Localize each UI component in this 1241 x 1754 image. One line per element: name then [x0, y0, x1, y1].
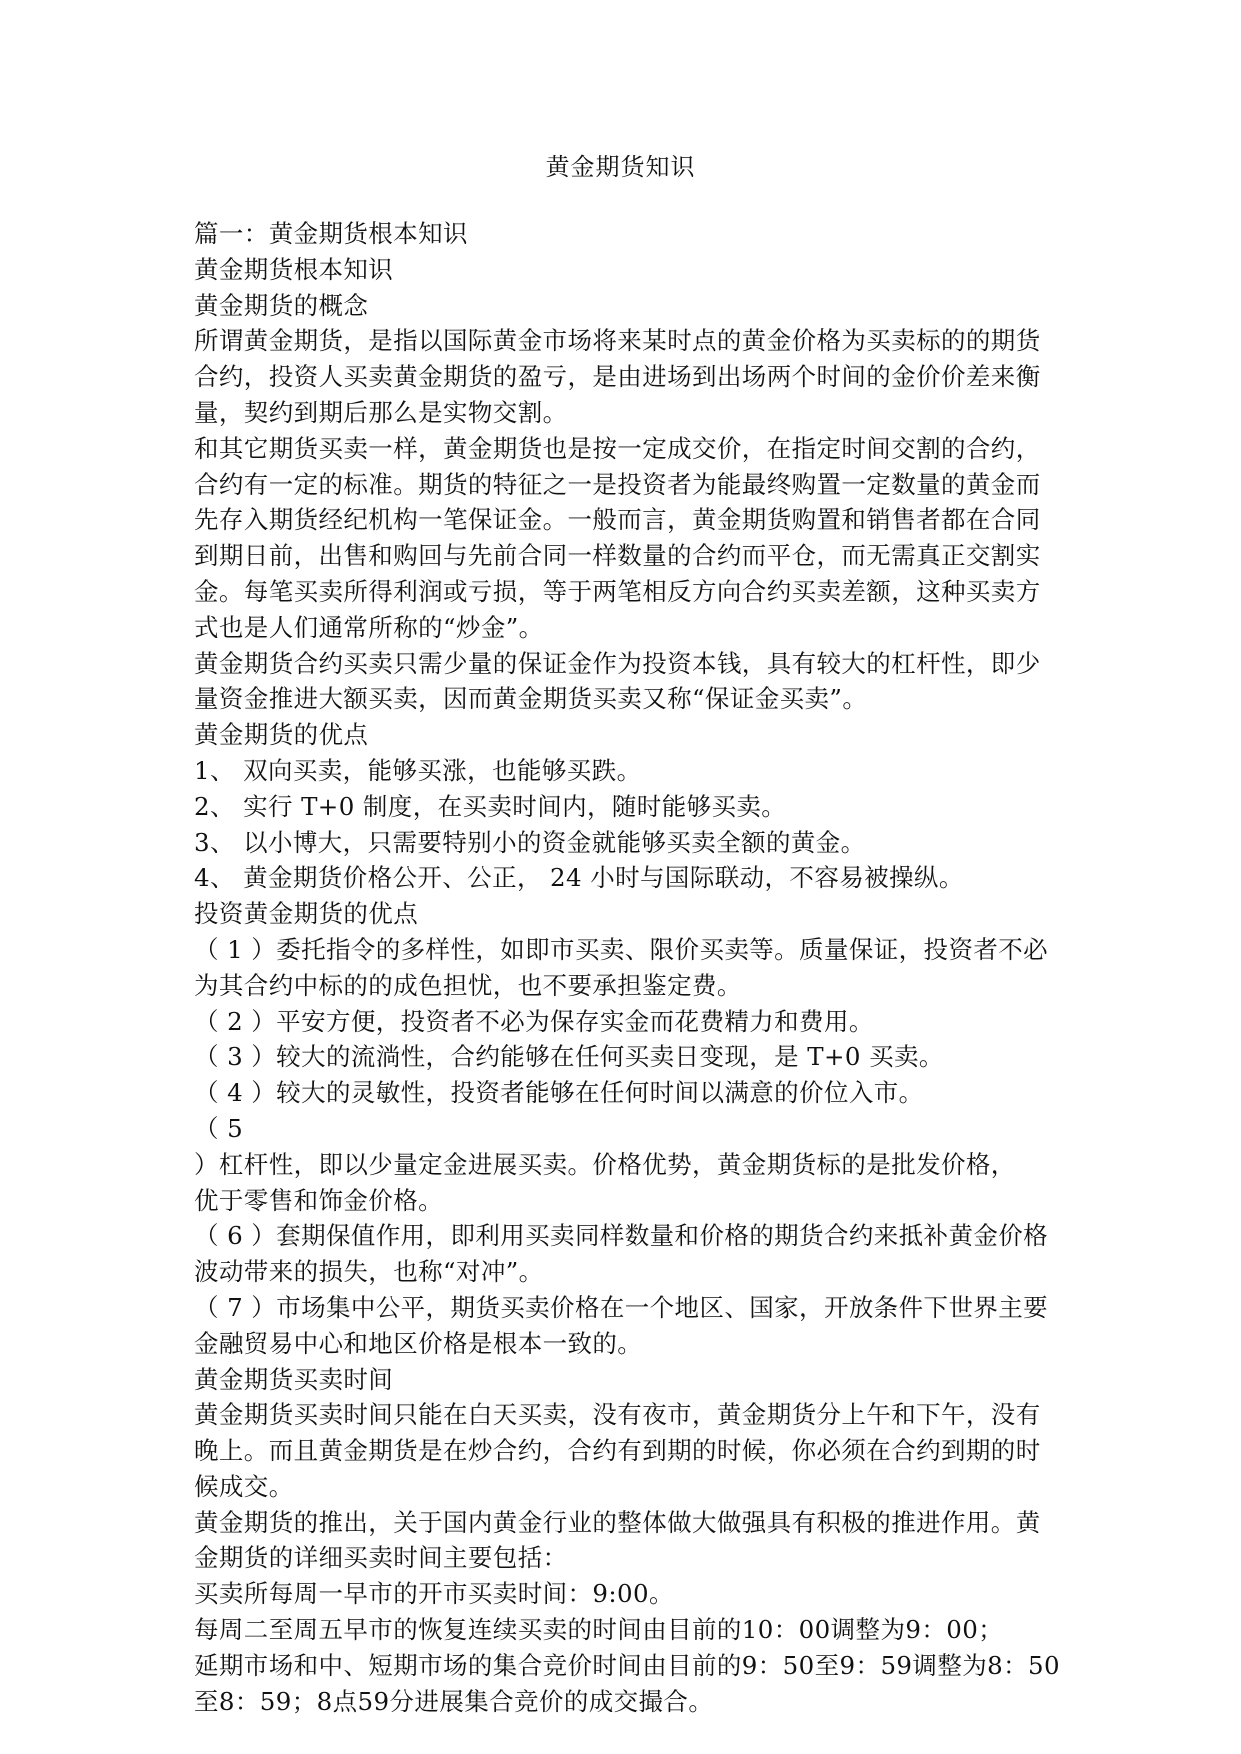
text-line: 黄金期货的概念 — [194, 290, 369, 320]
text-line: 金融贸易中心和地区价格是根本一致的。 — [194, 1328, 643, 1358]
text-line: 波动带来的损失，也称“对冲”。 — [194, 1257, 544, 1287]
text-line: 3、 以小博大，只需要特别小的资金就能够买卖全额的黄金。 — [194, 827, 866, 857]
text-line: 黄金期货买卖时间只能在白天买卖，没有夜市，黄金期货分上午和下午，没有 — [194, 1400, 1041, 1430]
text-line: 优于零售和饰金价格。 — [194, 1185, 443, 1215]
text-line: 合约，投资人买卖黄金期货的盈亏，是由进场到出场两个时间的金价价差来衡 — [194, 362, 1041, 392]
text-line: 4、 黄金期货价格公开、公正， 24 小时与国际联动，不容易被操纵。 — [194, 863, 964, 893]
text-line: 式也是人们通常所称的“炒金”。 — [194, 612, 544, 642]
text-line: 先存入期货经纪机构一笔保证金。一般而言，黄金期货购置和销售者都在合同 — [194, 505, 1041, 535]
document-title: 黄金期货知识 — [545, 153, 696, 181]
text-line: 所谓黄金期货，是指以国际黄金市场将来某时点的黄金价格为买卖标的的期货 — [194, 326, 1041, 356]
text-line: 每周二至周五早市的恢复连续买卖的时间由目前的10：00调整为9：00； — [194, 1615, 1004, 1645]
text-line: （ 6 ）套期保值作用，即利用买卖同样数量和价格的期货合约来抵补黄金价格 — [194, 1221, 1049, 1251]
text-line: 黄金期货的优点 — [194, 720, 369, 750]
text-line: 到期日前，出售和购回与先前合同一样数量的合约而平仓，而无需真正交割实 — [194, 541, 1041, 571]
text-line: 金期货的详细买卖时间主要包括： — [194, 1543, 568, 1573]
text-line: 和其它期货买卖一样，黄金期货也是按一定成交价，在指定时间交割的合约， — [194, 433, 1041, 463]
text-line: 黄金期货的推出，关于国内黄金行业的整体做大做强具有积极的推进作用。黄 — [194, 1507, 1041, 1537]
text-line: 黄金期货买卖时间 — [194, 1364, 394, 1394]
text-line: （ 3 ）较大的流淌性，合约能够在任何买卖日变现，是 T+0 买卖。 — [194, 1042, 944, 1072]
text-line: 1、 双向买卖，能够买涨，也能够买跌。 — [194, 755, 642, 785]
text-line: 投资黄金期货的优点 — [194, 899, 419, 929]
text-line: 篇一：黄金期货根本知识 — [194, 219, 468, 248]
text-line: 晚上。而且黄金期货是在炒合约，合约有到期的时候，你必须在合约到期的时 — [194, 1436, 1041, 1466]
text-line: 至8：59；8点59分进展集合竞价的成交撮合。 — [194, 1686, 714, 1716]
text-line: 量，契约到期后那么是实物交割。 — [194, 397, 568, 427]
text-line: 候成交。 — [194, 1471, 294, 1501]
text-line: （ 1 ）委托指令的多样性，如即市买卖、限价买卖等。质量保证，投资者不必 — [194, 934, 1049, 964]
text-line: 金。每笔买卖所得利润或亏损，等于两笔相反方向合约买卖差额，这种买卖方 — [194, 576, 1041, 606]
text-line: ）杠杆性，即以少量定金进展买卖。价格优势，黄金期货标的是批发价格， — [194, 1149, 1016, 1179]
text-line: 量资金推进大额买卖，因而黄金期货买卖又称“保证金买卖”。 — [194, 684, 868, 714]
text-line: （ 2 ）平安方便，投资者不必为保存实金而花费精力和费用。 — [194, 1006, 874, 1036]
text-line: （ 5 — [194, 1113, 244, 1143]
text-line: 黄金期货根本知识 — [194, 254, 394, 284]
text-line: 黄金期货合约买卖只需少量的保证金作为投资本钱，具有较大的杠杆性，即少 — [194, 648, 1041, 678]
document-body — [194, 216, 1060, 1719]
text-line: 2、 实行 T+0 制度，在买卖时间内，随时能够买卖。 — [194, 791, 787, 821]
text-line: 合约有一定的标准。期货的特征之一是投资者为能最终购置一定数量的黄金而 — [194, 469, 1041, 499]
text-line: 买卖所每周一早市的开市买卖时间：9:00。 — [194, 1579, 674, 1609]
text-line: 延期市场和中、短期市场的集合竞价时间由目前的9：50至9：59调整为8：50 — [194, 1650, 1060, 1680]
text-line: 为其合约中标的的成色担忧，也不要承担鉴定费。 — [194, 970, 742, 1000]
text-line: （ 4 ）较大的灵敏性，投资者能够在任何时间以满意的价位入市。 — [194, 1078, 924, 1108]
text-line: （ 7 ）市场集中公平，期货买卖价格在一个地区、国家，开放条件下世界主要 — [194, 1292, 1049, 1322]
